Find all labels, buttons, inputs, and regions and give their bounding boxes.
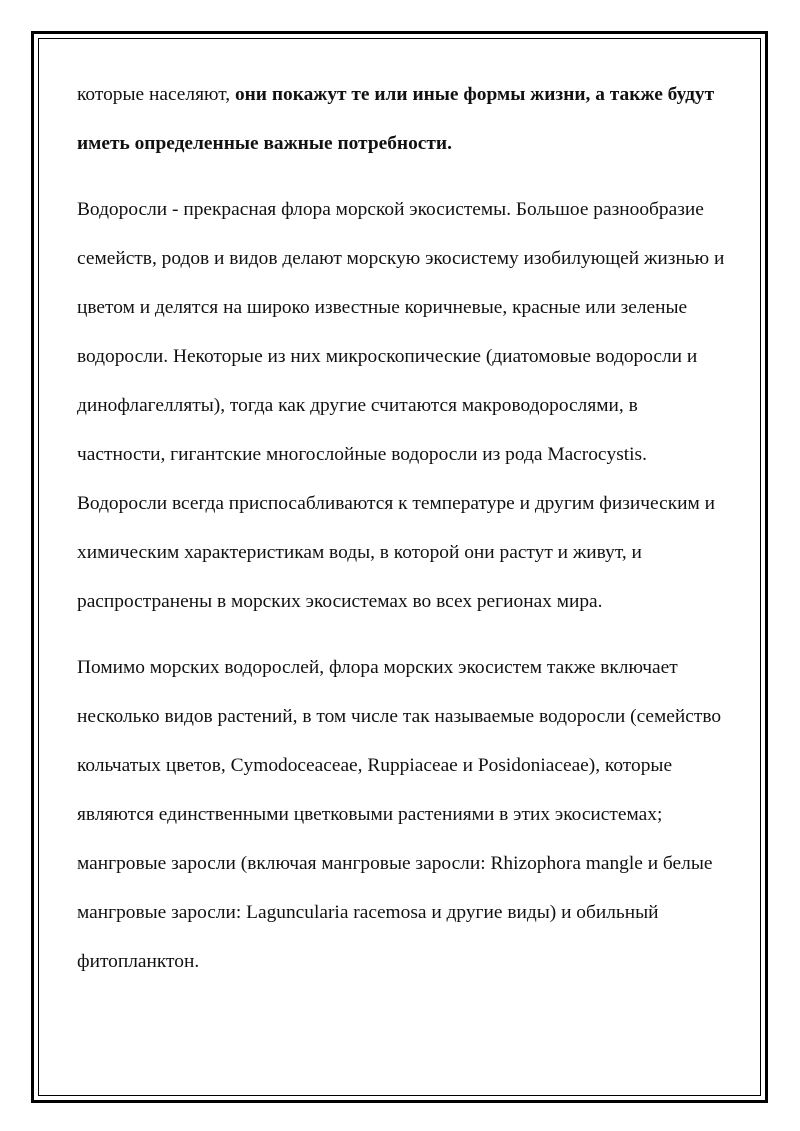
paragraph-3: Помимо морских водорослей, флора морских экосистем также включает несколько видов растений, в том числе так называемые водоросли (семейство кольчатых цветов, Cymodoceaceae, Ruppiaceae и Posidoniaceae), которые являются единственными цветковыми растениями в этих экосистемах; мангровые заросли (включая мангровые заросли: Rhizophora mangle и белые мангровые заросли: Laguncularia racemosa и другие виды) и обильный фитопланктон. xyxy=(77,657,722,972)
paragraph-2: Водоросли - прекрасная флора морской экосистемы. Большое разнообразие семейств, родов и видов делают морскую экосистему изобилующей жизнью и цветом и делятся на широко известные коричневые, красные или зеленые водоросли. Некоторые из них микроскопические (диатомовые водоросли и динофлагелляты), тогда как другие считаются макроводорослями, в частности, гигантские многослойные водоросли из рода Macrocystis. Водоросли всегда приспосабливаются к температуре и другим физическим и химическим характеристикам воды, в которой они растут и живут, и распространены в морских экосистемах во всех регионах мира. xyxy=(77,199,725,612)
paragraph-1-lead: которые населяют, xyxy=(77,84,235,105)
paragraph-1 xyxy=(77,70,725,168)
paragraph-1-bold: они покажут те или иные формы жизни, а также будут иметь определенные важные потребности. xyxy=(77,84,715,154)
document-body xyxy=(77,70,725,1003)
